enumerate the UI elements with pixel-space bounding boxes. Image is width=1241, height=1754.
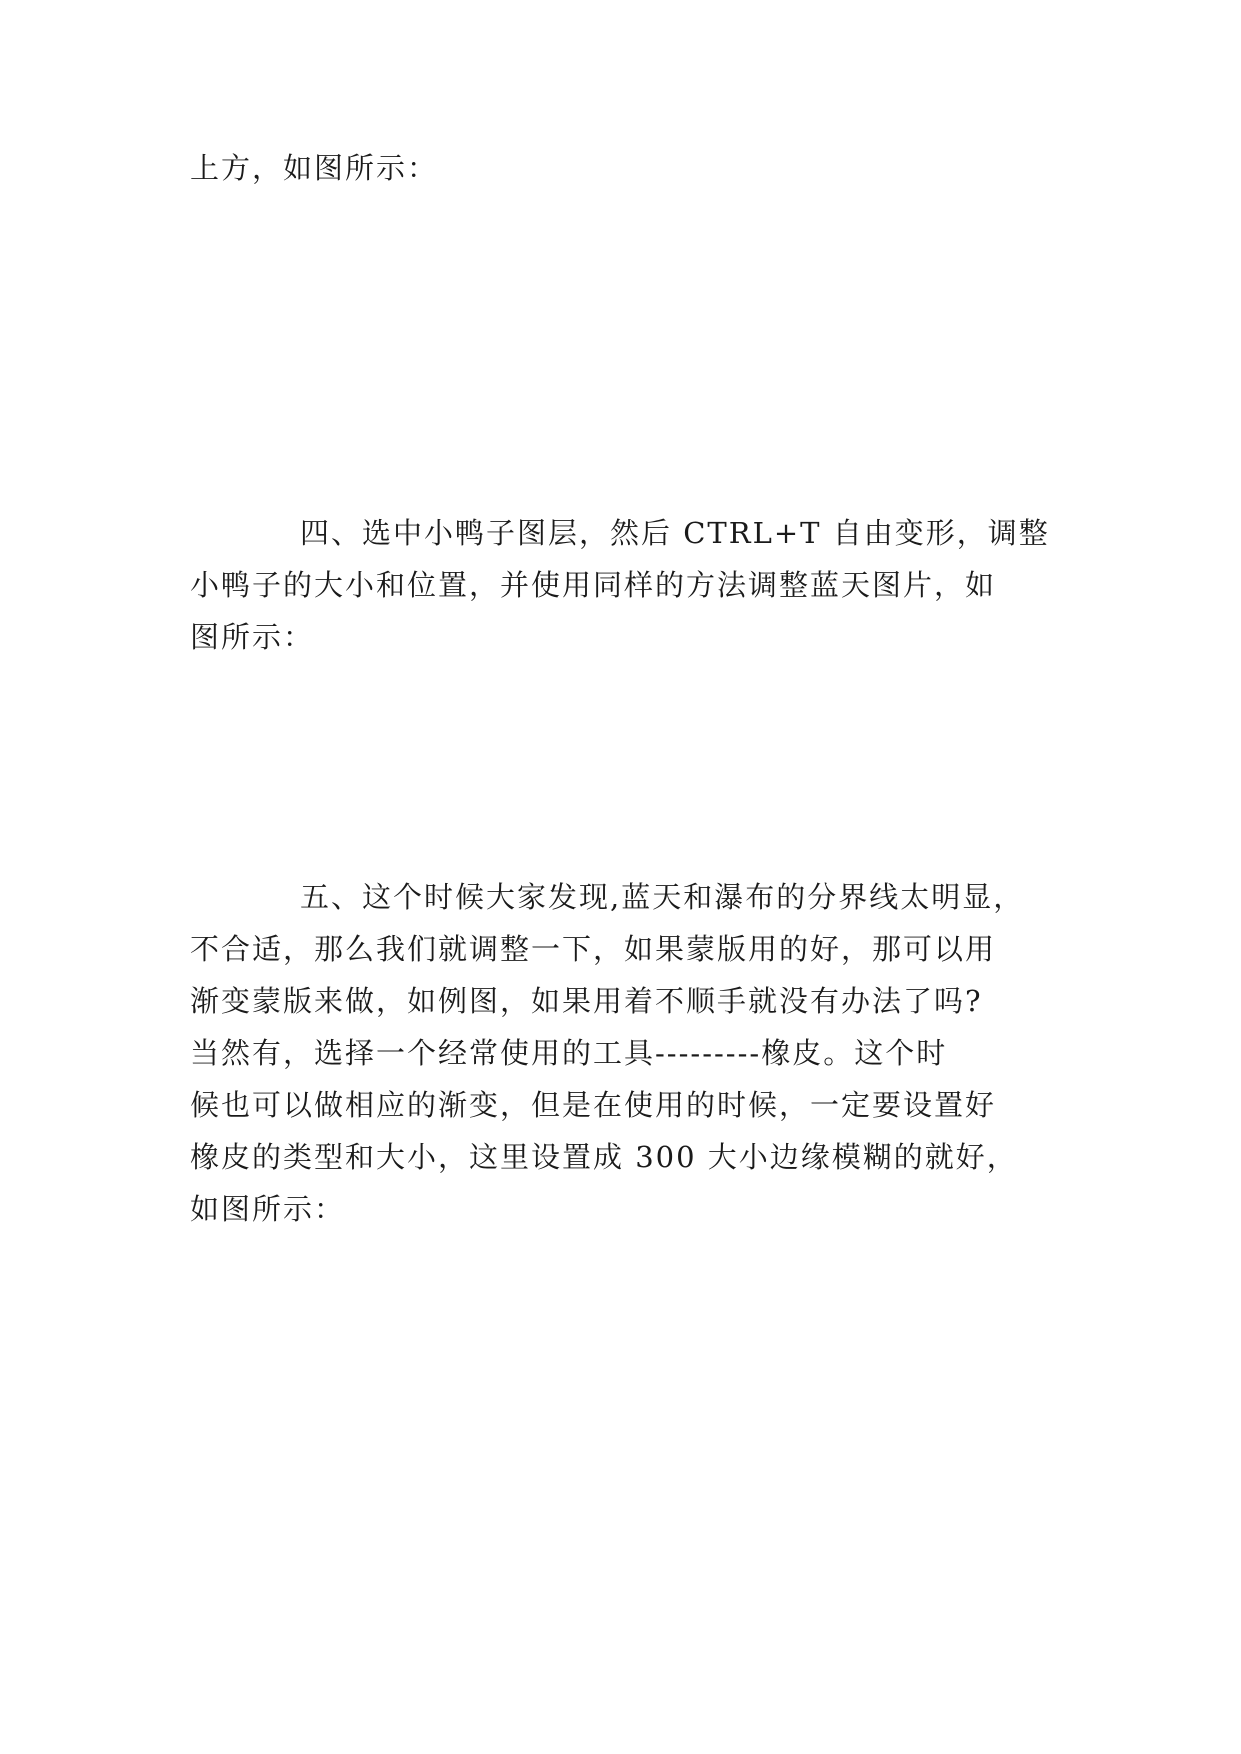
step-four-line-3: 图所示： (190, 620, 315, 654)
step-five-line-4: 当然有，选择一个经常使用的工具---------橡皮。这个时 (190, 1036, 948, 1070)
step-four-line-1: 四、选中小鸭子图层，然后 CTRL+T 自由变形，调整 (300, 516, 1050, 550)
step-five-line-3: 渐变蒙版来做，如例图，如果用着不顺手就没有办法了吗? (190, 984, 983, 1018)
step-five-line-6: 橡皮的类型和大小，这里设置成 300 大小边缘模糊的就好， (190, 1140, 1018, 1174)
step-five-line-7: 如图所示： (190, 1192, 346, 1226)
step-five-line-1: 五、这个时候大家发现,蓝天和瀑布的分界线太明显， (300, 880, 1025, 914)
step-four-line-2: 小鸭子的大小和位置，并使用同样的方法调整蓝天图片，如 (190, 568, 997, 602)
paragraph-continuation-line: 上方，如图所示： (190, 151, 439, 185)
step-five-line-5: 候也可以做相应的渐变，但是在使用的时候，一定要设置好 (190, 1088, 997, 1122)
step-five-line-2: 不合适，那么我们就调整一下，如果蒙版用的好，那可以用 (190, 932, 997, 966)
